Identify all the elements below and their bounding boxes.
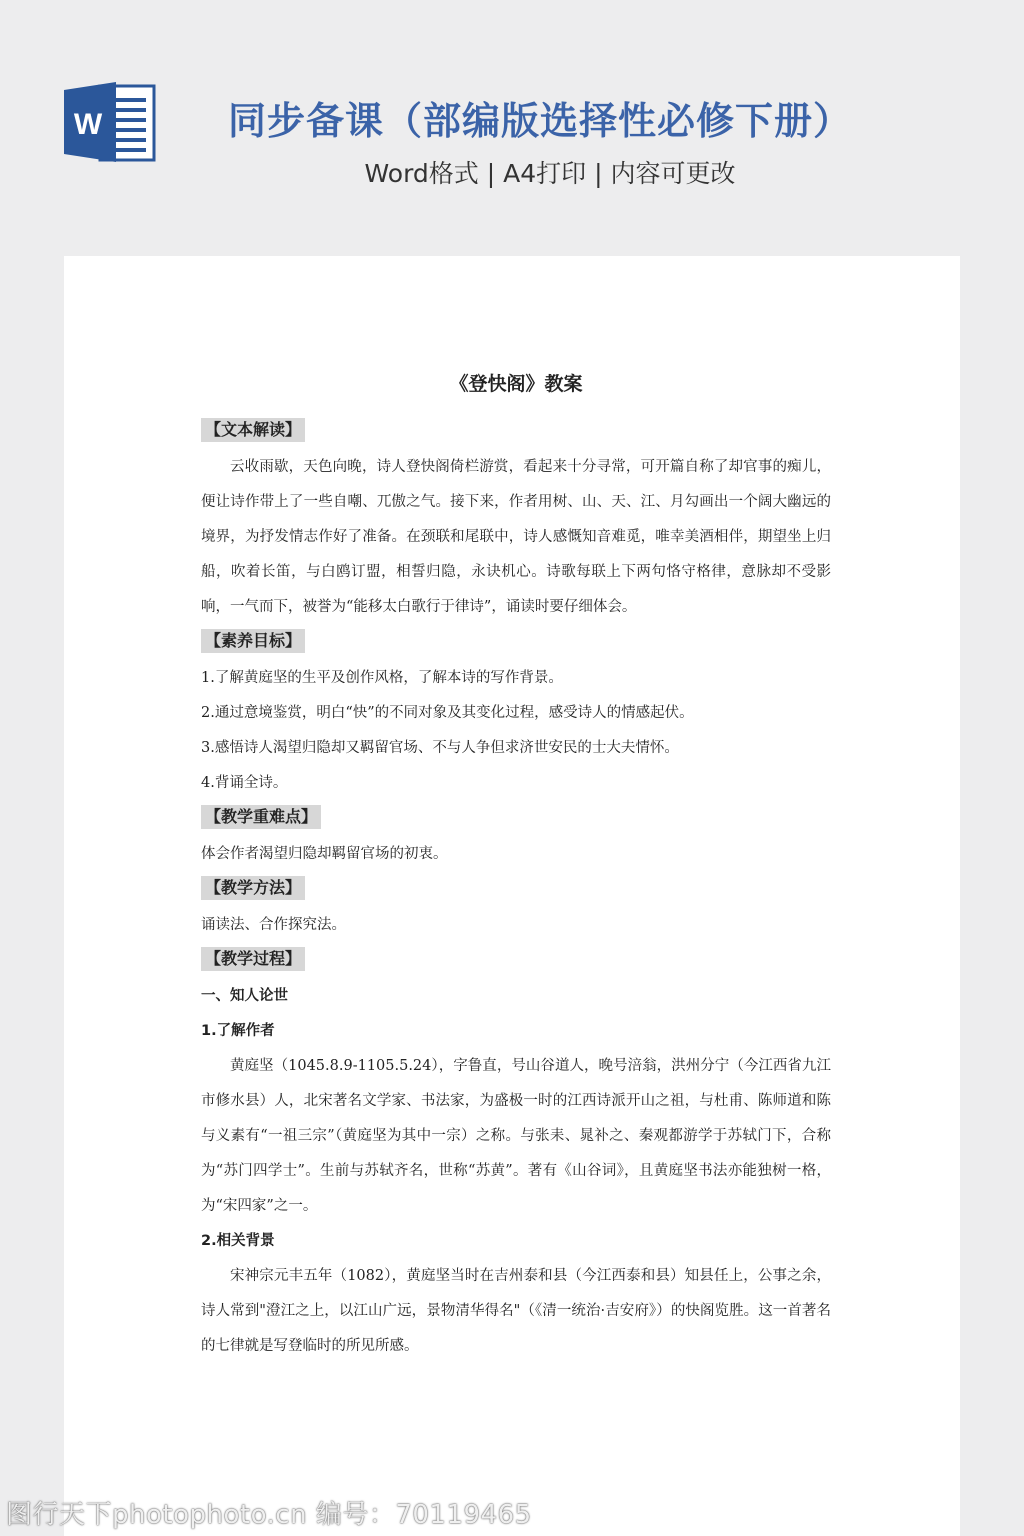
section-goals xyxy=(201,625,831,801)
document-page xyxy=(64,256,960,1536)
item-heading: 2.相关背景 xyxy=(201,1233,275,1249)
section-process xyxy=(201,943,831,1364)
section-key-points xyxy=(201,801,831,872)
section-text: 诵读法、合作探究法。 xyxy=(201,917,346,933)
section-methods xyxy=(201,872,831,943)
section-heading: 【教学重难点】 xyxy=(201,805,321,829)
logo-letter: W xyxy=(73,108,103,141)
list-item: 4.背诵全诗。 xyxy=(201,775,288,791)
document-title: 《登快阁》教案 xyxy=(449,373,583,395)
banner-title: 同步备课（部编版选择性必修下册） xyxy=(227,99,852,143)
section-heading: 【教学过程】 xyxy=(201,947,305,971)
item-heading: 1.了解作者 xyxy=(201,1023,275,1039)
list-item: 1.了解黄庭坚的生平及创作风格，了解本诗的写作背景。 xyxy=(201,670,563,686)
section-text-reading xyxy=(201,414,831,625)
header-banner xyxy=(0,0,1024,256)
paragraph: 云收雨歇，天色向晚，诗人登快阁倚栏游赏，看起来十分寻常，可开篇自称了却官事的痴儿，便让诗作带上了一些自嘲、兀傲之气。接下来，作者用树、山、天、江、月勾画出一个阔大幽远的境界，为抒发情志作好了准备。在颈联和尾联中，诗人感慨知音难觅，唯幸美酒相伴，期望坐上归船，吹着长笛，与白鸥订盟，相誓归隐，永诀机心。诗歌每联上下两句恪守格律，意脉却不受影响，一气而下，被誉为“能移太白歌行于律诗”，诵读时要仔细体会。 xyxy=(201,459,831,615)
banner-subtitle: Word格式 | A4打印 | 内容可更改 xyxy=(364,159,736,188)
document-content xyxy=(201,372,831,1364)
watermark: 图行天下photophoto.cn 编号：70119465 xyxy=(6,1500,532,1530)
paragraph: 宋神宗元丰五年（1082），黄庭坚当时在吉州泰和县（今江西泰和县）知县任上，公事之余，诗人常到"澄江之上，以江山广远，景物清华得名"（《清一统治·吉安府》）的快阁览胜。这一首著名的七律就是写登临时的所见所感。 xyxy=(201,1268,831,1354)
list-item: 3.感悟诗人渴望归隐却又羁留官场、不与人争但求济世安民的士大夫情怀。 xyxy=(201,740,679,756)
section-heading: 【素养目标】 xyxy=(201,629,305,653)
word-document-icon xyxy=(64,80,156,164)
paragraph: 黄庭坚（1045.8.9-1105.5.24），字鲁直，号山谷道人，晚号涪翁，洪州分宁（今江西省九江市修水县）人，北宋著名文学家、书法家，为盛极一时的江西诗派开山之祖，与杜甫、陈师道和陈与义素有“一祖三宗”（黄庭坚为其中一宗）之称。与张耒、晁补之、秦观都游学于苏轼门下，合称为“苏门四学士”。生前与苏轼齐名，世称“苏黄”。著有《山谷词》，且黄庭坚书法亦能独树一格，为“宋四家”之一。 xyxy=(201,1058,831,1214)
list-item: 2.通过意境鉴赏，明白“快”的不同对象及其变化过程，感受诗人的情感起伏。 xyxy=(201,705,694,721)
section-text: 体会作者渴望归隐却羁留官场的初衷。 xyxy=(201,846,448,862)
subsection-heading: 一、知人论世 xyxy=(201,988,288,1004)
section-heading: 【教学方法】 xyxy=(201,876,305,900)
section-heading: 【文本解读】 xyxy=(201,418,305,442)
